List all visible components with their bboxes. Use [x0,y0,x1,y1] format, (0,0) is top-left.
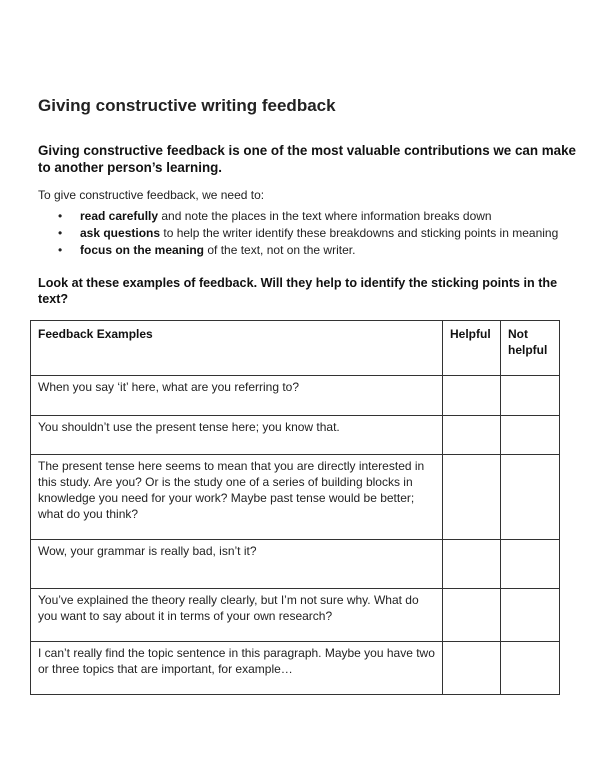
not-helpful-cell[interactable] [501,642,560,695]
not-helpful-cell[interactable] [501,455,560,540]
table-row [31,540,560,589]
bullet-text: to help the writer identify these breakdowns and sticking points in meaning [160,226,559,240]
bullet-bold: ask questions [80,226,161,240]
header-feedback-examples: Feedback Examples [31,321,443,376]
feedback-table [30,320,560,695]
bullet-text: and note the places in the text where information breaks down [158,209,492,223]
helpful-cell[interactable] [443,376,501,416]
question-paragraph: Look at these examples of feedback. Will they help to identify the sticking points in the text? [38,276,558,306]
header-helpful: Helpful [443,321,501,376]
bullet-list [58,208,558,259]
table-row [31,455,560,540]
helpful-cell[interactable] [443,416,501,455]
header-not-helpful: Not helpful [501,321,560,376]
feedback-text: Wow, your grammar is really bad, isn’t it? [31,540,443,589]
table-header-row [31,321,560,376]
feedback-text: When you say ‘it’ here, what are you referring to? [31,376,443,416]
table-row [31,416,560,455]
not-helpful-cell[interactable] [501,540,560,589]
not-helpful-cell[interactable] [501,589,560,642]
helpful-cell[interactable] [443,589,501,642]
bullet-text: of the text, not on the writer. [204,243,356,257]
bullet-bold: focus on the meaning [80,243,205,257]
feedback-text: You shouldn’t use the present tense here; you know that. [31,416,443,455]
not-helpful-cell[interactable] [501,376,560,416]
helpful-cell[interactable] [443,455,501,540]
feedback-text: I can’t really find the topic sentence in this paragraph. Maybe you have two or three topics that are important, for example… [31,642,443,695]
bullet-bold: read carefully [80,209,159,223]
table-row [31,376,560,416]
table-row [31,589,560,642]
not-helpful-cell[interactable] [501,416,560,455]
lead-sentence: To give constructive feedback, we need to: [38,188,265,202]
helpful-cell[interactable] [443,540,501,589]
bullet-item [58,242,558,259]
bullet-item [58,208,558,225]
table-row [31,642,560,695]
bullet-icon: • [58,209,63,223]
feedback-text: You’ve explained the theory really clearly, but I’m not sure why. What do you want to say about it in terms of your own research? [31,589,443,642]
helpful-cell[interactable] [443,642,501,695]
bullet-item [58,225,558,242]
bullet-icon: • [58,226,63,240]
page-title: Giving constructive writing feedback [38,96,336,115]
intro-paragraph: Giving constructive feedback is one of the most valuable contributions we can make to another person’s learning. [38,143,576,175]
feedback-text: The present tense here seems to mean that you are directly interested in this study. Are you? Or is the study one of a series of building blocks in knowledge you need for your work? Maybe past tense would be better; what do you think? [31,455,443,540]
bullet-icon: • [58,243,63,257]
